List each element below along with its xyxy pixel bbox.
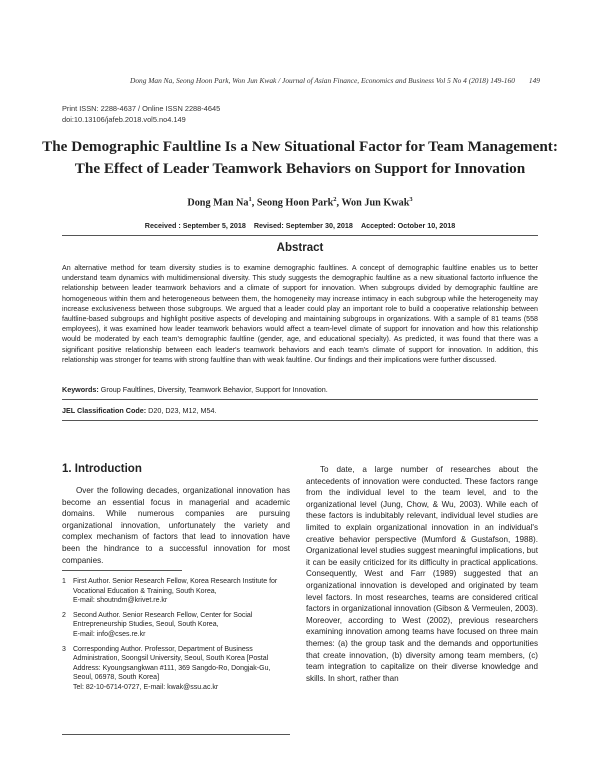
received-date: Received : September 5, 2018 — [144, 221, 246, 230]
title-line-1: The Demographic Faultline Is a New Situational Factor for Team Management: — [42, 138, 558, 155]
author-3: Won Jun Kwak — [341, 197, 410, 209]
footnote-text: Corresponding Author. Professor, Department of Business Administration, Soongsil University, Seoul, South Korea [Postal Address: Kyoungsangkwan #111, 369 Sangdo-Ro, Dongjak-Gu, Seoul, 06978, South Korea] — [73, 645, 271, 682]
author-2: Seong Hoon Park — [256, 197, 334, 209]
revised-date: Revised: September 30, 2018 — [253, 221, 353, 230]
footnote-text: First Author. Senior Research Fellow, Korea Research Institute for Vocational Education & Training, South Korea, — [73, 578, 278, 595]
accepted-date: Accepted: October 10, 2018 — [360, 221, 456, 230]
author-2-mark: 2 — [333, 196, 337, 203]
footnote-number: 1 — [62, 578, 66, 585]
author-separator-1: , — [251, 197, 257, 209]
abstract-text: An alternative method for team diversity studies is to examine demographic faultlines. A concept of demographic faultline enables us to better understand team dynamics with multidimensional diversity. This study suggests the demographic faultline as a new situational factorto influence the relationship between leader teamwork behaviors and a climate of support for innovation. When subgroups divided by demographic faultline are homogeneous within them and heterogeneous between them, the homogeneity may increase intimacy in each subgroup while the heterogeneity may increase exclusiveness between those subgroups. We argued that a leader could play an important role to build a cooperative relationship between faultline-based subgroups and highlight positive aspects of developing and maintaining subgroups in organizations. With a sample of 81 teams (558 employees), it was examined how leader teamwork behaviors would affect a team-level climate of support for innovation and how this relationship would be moderated by each team's demographic faultline (gender, age, and educational specialty). As predicted, it was found that there was a significant positive relationship between each leader's teamwork behaviors and each team's climate of support for innovation. In addition, this relationship was stronger for teams with strong faultline than with weak faultline. Our findings and their implications were further discussed. — [62, 264, 538, 364]
author-list — [40, 196, 560, 208]
page-number: 149 — [528, 76, 540, 85]
divider-keywords — [62, 399, 538, 400]
doi-line: doi:10.13106/jafeb.2018.vol5.no4.149 — [62, 114, 186, 124]
section-heading-introduction: 1. Introduction — [62, 463, 142, 475]
footnote-contact: E-mail: shoutndm@krivet.re.kr — [73, 597, 168, 605]
issn-block — [62, 104, 220, 125]
issn-line: Print ISSN: 2288-4637 / Online ISSN 2288-4645 — [62, 104, 221, 113]
running-header-text: Dong Man Na, Seong Hoon Park, Won Jun Kwak / Journal of Asian Finance, Economics and Business Vol 5 No 4 (2018) 149-160 — [130, 76, 515, 85]
footnote-number: 3 — [62, 645, 66, 653]
title-line-2: The Effect of Leader Teamwork Behaviors on Support for Innovation — [74, 160, 526, 177]
author-separator-2: , — [336, 197, 342, 209]
jel-text: D20, D23, M12, M54. — [146, 406, 217, 415]
intro-paragraph-2: To date, a large number of researches about the antecedents of innovation were conducted. These factors range from the individual level to the team level, and to the organizational level (Jung, Chow, & Wu, 2003). While each of these factors is indubitably relevant, individual level studies are limited to explain organizational innovation in an individual's creative behavior perspective (Mumford & Gustafson, 1988). Organizational level studies suggest meaningful implications, but it can be easily criticized for its difficulty in practical applications. Consequently, West and Farr (1989) suggested that an organizational innovation is developed and originated by team level factors. In most researches, teams are considered critical factors in organizational innovation (Gibson & Vermeulen, 2003). Moreover, according to West (2002), previous researchers examining innovation among teams have focused on three main themes: (a) the group task and the demands and opportunities that create innovation, (b) diversity among team members, (c) team integration to capitalize on their diverse knowledge and skills. In short, rather than — [306, 465, 538, 683]
abstract-heading: Abstract — [276, 242, 324, 254]
footnote-3 — [62, 645, 290, 693]
keywords — [62, 385, 538, 394]
jel-label: JEL Classification Code: — [62, 406, 147, 415]
divider-jel — [62, 420, 538, 421]
author-1: Dong Man Na — [187, 197, 249, 209]
jel-codes — [62, 406, 538, 415]
intro-right-column — [306, 464, 538, 684]
footnote-number: 2 — [62, 611, 66, 619]
footnote-1 — [62, 577, 290, 606]
author-1-mark: 1 — [248, 196, 252, 203]
footnote-bottom-divider — [62, 734, 290, 735]
footnotes — [62, 577, 290, 698]
paper-title — [40, 136, 560, 180]
keywords-text: Group Faultlines, Diversity, Teamwork Behavior, Support for Innovation. — [98, 385, 328, 394]
footnote-contact: Tel: 82-10-6714-0727, E-mail: kwak@ssu.ac.kr — [73, 683, 219, 691]
running-header — [60, 76, 540, 85]
divider-top — [62, 235, 538, 236]
author-3-mark: 3 — [409, 196, 413, 203]
intro-paragraph-1: Over the following decades, organizational innovation has become an essential focus in managerial and academic domains. While numerous companies are pursuing organizational innovation, unfortunately the variety and complex mechanism of factors that lead to innovation have been the hindrance to a successful innovation for most companies. — [62, 486, 290, 565]
footnote-text: Second Author. Senior Research Fellow, Center for Social Entrepreneurship Studies, Seoul, South Korea, — [73, 611, 253, 629]
footnote-2 — [62, 611, 290, 640]
footnote-divider — [62, 570, 182, 571]
footnote-contact: E-mail: info@cses.re.kr — [73, 630, 146, 638]
keywords-label: Keywords: — [62, 385, 99, 394]
intro-left-column — [62, 485, 290, 566]
submission-dates — [40, 221, 560, 230]
